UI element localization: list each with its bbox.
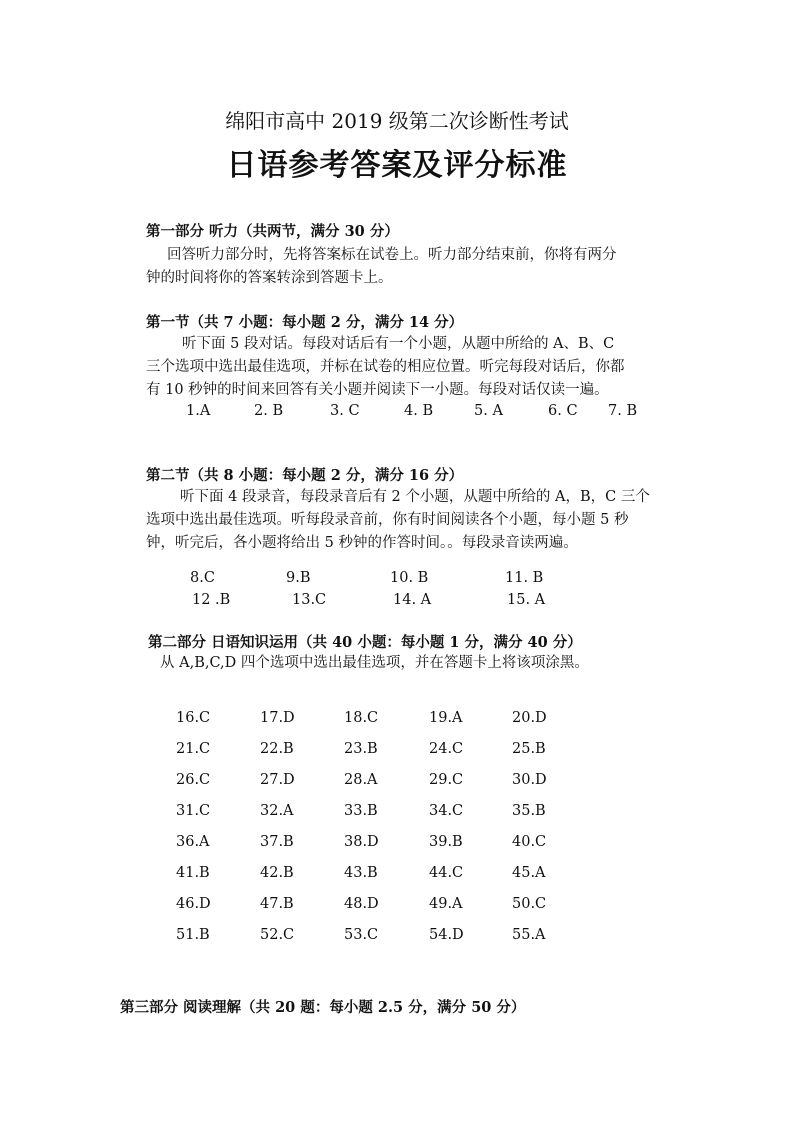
answer-cell: 44.C [429, 865, 464, 881]
section2-instructions-line2: 选项中选出最佳选项。听每段录音前，你有时间阅读各个小题，每小题 5 秒 [146, 512, 629, 528]
section1-instructions-line3: 有 10 秒钟的时间来回答有关小题并阅读下一小题。每段对话仅读一遍。 [146, 382, 609, 398]
document-subtitle: 绵阳市高中 2019 级第二次诊断性考试 [225, 109, 569, 133]
answer-cell: 34.C [429, 803, 464, 819]
section2-heading: 第二节（共 8 小题：每小题 2 分，满分 16 分） [146, 467, 464, 484]
answer-item: 14. A [393, 592, 432, 608]
answer-cell: 49.A [429, 896, 463, 912]
answer-cell: 47.B [260, 896, 294, 912]
answer-cell: 21.C [176, 741, 211, 757]
answer-cell: 37.B [260, 834, 294, 850]
part1-heading: 第一部分 听力（共两节，满分 30 分） [146, 223, 399, 240]
answer-cell: 35.B [512, 803, 546, 819]
answer-cell: 17.D [260, 710, 295, 726]
answer-cell: 29.C [429, 772, 464, 788]
section1-heading: 第一节（共 7 小题：每小题 2 分，满分 14 分） [146, 314, 464, 331]
document-title: 日语参考答案及评分标准 [226, 148, 568, 183]
part2-instructions: 从 A,B,C,D 四个选项中选出最佳选项，并在答题卡上将该项涂黑。 [160, 655, 589, 671]
answer-cell: 36.A [176, 834, 210, 850]
answer-cell: 32.A [260, 803, 294, 819]
part1-intro-line1: 回答听力部分时，先将答案标在试卷上。听力部分结束前，你将有两分 [167, 247, 617, 263]
answer-item: 8.C [190, 570, 215, 586]
answer-item: 12 .B [192, 592, 231, 608]
section2-instructions-line1: 听下面 4 段录音，每段录音后有 2 个小题，从题中所给的 A，B，C 三个 [180, 489, 650, 505]
answer-item: 15. A [507, 592, 546, 608]
answer-cell: 26.C [176, 772, 211, 788]
answer-cell: 25.B [512, 741, 546, 757]
answer-cell: 48.D [344, 896, 379, 912]
answer-cell: 23.B [344, 741, 378, 757]
answer-cell: 18.C [344, 710, 379, 726]
answer-item: 2. B [254, 403, 284, 419]
answer-cell: 40.C [512, 834, 547, 850]
answer-cell: 46.D [176, 896, 211, 912]
section2-instructions-line3: 钟，听完后，各小题将给出 5 秒钟的作答时间。。每段录音读两遍。 [146, 535, 578, 551]
answer-cell: 24.C [429, 741, 464, 757]
answer-item: 10. B [390, 570, 429, 586]
part2-heading: 第二部分 日语知识运用（共 40 小题：每小题 1 分，满分 40 分） [148, 634, 582, 651]
answer-item: 1.A [186, 403, 211, 419]
answer-cell: 52.C [260, 927, 295, 943]
answer-cell: 28.A [344, 772, 378, 788]
answer-item: 6. C [548, 403, 578, 419]
answer-cell: 41.B [176, 865, 210, 881]
answer-cell: 20.D [512, 710, 547, 726]
answer-cell: 38.D [344, 834, 379, 850]
answer-item: 11. B [505, 570, 544, 586]
answer-cell: 16.C [176, 710, 211, 726]
answer-item: 13.C [292, 592, 327, 608]
answer-cell: 39.B [429, 834, 463, 850]
answer-cell: 31.C [176, 803, 211, 819]
part3-heading: 第三部分 阅读理解（共 20 题：每小题 2.5 分，满分 50 分） [120, 999, 526, 1016]
answer-cell: 42.B [260, 865, 294, 881]
answer-item: 4. B [404, 403, 434, 419]
answer-cell: 19.A [429, 710, 463, 726]
answer-cell: 22.B [260, 741, 294, 757]
answer-cell: 27.D [260, 772, 295, 788]
answer-cell: 33.B [344, 803, 378, 819]
answer-cell: 45.A [512, 865, 546, 881]
section1-instructions-line2: 三个选项中选出最佳选项，并标在试卷的相应位置。听完每段对话后，你都 [146, 359, 625, 375]
answer-cell: 43.B [344, 865, 378, 881]
answer-item: 9.B [286, 570, 311, 586]
answer-cell: 51.B [176, 927, 210, 943]
answer-item: 7. B [608, 403, 638, 419]
section1-instructions-line1: 听下面 5 段对话。每段对话后有一个小题，从题中所给的 A、B、C [182, 336, 615, 352]
answer-item: 5. A [474, 403, 503, 419]
part1-intro-line2: 钟的时间将你的答案转涂到答题卡上。 [146, 270, 393, 286]
answer-cell: 54.D [429, 927, 464, 943]
answer-cell: 30.D [512, 772, 547, 788]
answer-cell: 55.A [512, 927, 546, 943]
answer-cell: 53.C [344, 927, 379, 943]
answer-cell: 50.C [512, 896, 547, 912]
answer-item: 3. C [330, 403, 360, 419]
